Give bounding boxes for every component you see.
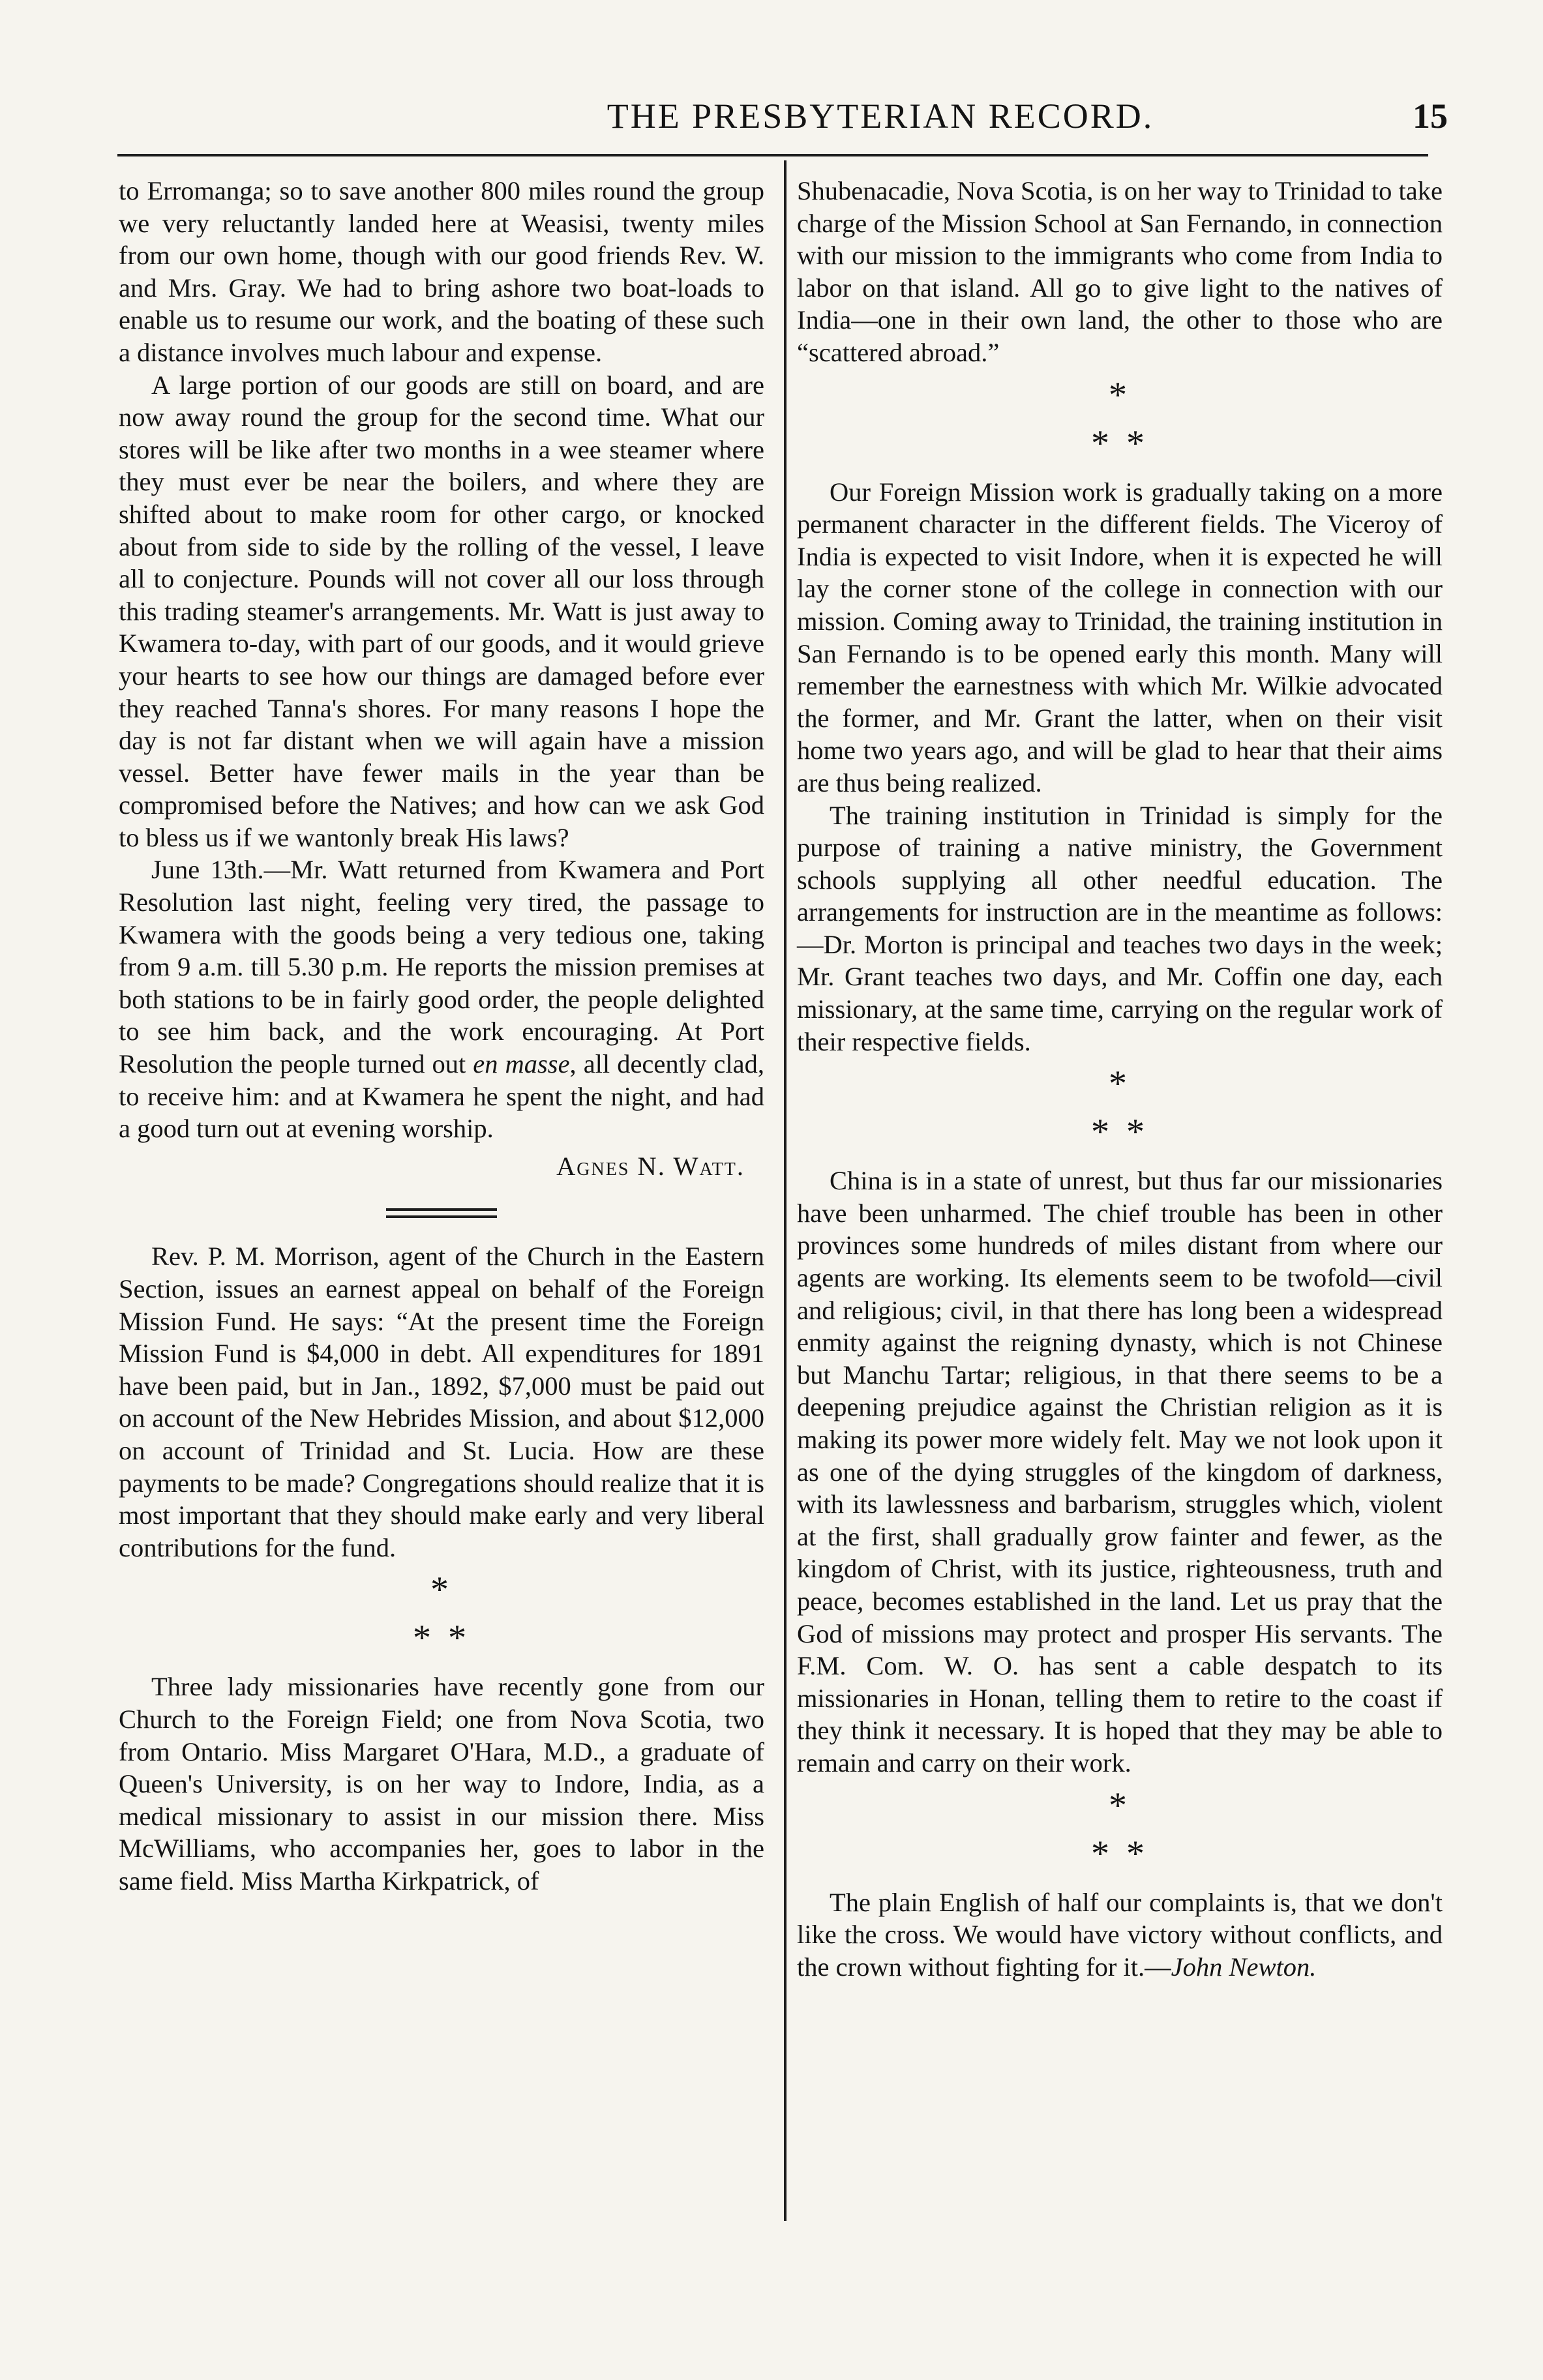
asterism-bottom: * * [1091,1833,1148,1874]
june-13th-text: June 13th.—Mr. Watt returned from Kwamera and Port Resolution last night, feeling very tired, the passage to Kwamera with the goods being a very tedious one, taking from 9 a.m. till 5.30 p.m. He reports the mission premises at both stations to be in fairly good order, the people delighted to see him back, and the work encouraging. At Port Resolution the people turned out [119,855,764,1079]
asterism-bottom: * * [1091,423,1148,464]
paragraph-training-institution: The training institution in Trinidad is simply for the purpose of training a native ministry, the Government schools supplying all other needful education. The arrangements for instruction are in the meantime as follows:—Dr. Morton is principal and teaches two days in the week; Mr. Grant teaches two days, and Mr. Coffin one day, each missionary, at the same time, carrying on the regular work of their respective fields. [797,800,1443,1056]
june-13th-text-end: , all decently clad, to receive him: and at Kwamera he spent the night, and had a good turn out at evening worship. [119,1049,764,1144]
en-masse-italic: en masse [473,1049,570,1079]
signature-agnes-watt: Agnes N. Watt. [556,1151,745,1181]
paragraph-goods-on-board: A large portion of our goods are still on board, and are now away round the group for the second time. What our stores will be like after two months in a wee steamer where they must ever be near the boilers, and where they are shifted about to make room for other cargo, or knocked about from side to side by the rolling of the vessel, I leave all to conjecture. Pounds will not cover all our loss through this trading steamer's arrangements. Mr. Watt is just away to Kwamera to-day, with part of our goods, and it would grieve your hearts to see how our things are damaged before ever they reached Tanna's shores. For many reasons I hope the day is not far distant when we will again have a mission vessel. Better have fewer mails in the year than be compromised before the Natives; and how can we ask God to bless us if we wantonly break His laws? [119,370,764,852]
page-header [117,90,1448,142]
asterism-divider [797,374,1443,464]
asterism-divider [797,1064,1443,1153]
page-number: 15 [1413,97,1448,136]
asterism-top: * [430,1569,453,1611]
paragraph-lady-missionaries: Three lady missionaries have recently gone from our Church to the Foreign Field; one from Nova Scotia, two from Ontario. Miss Margaret O'Hara, M.D., a graduate of Queen's University, is on her way to Indore, India, as a medical missionary to assist in our mission there. Miss McWilliams, who accompanies her, goes to labor in the same field. Miss Martha Kirkpatrick, of [119,1672,764,1896]
paragraph-erromanga: to Erromanga; so to save another 800 miles round the group we very reluctantly landed here at Weasisi, twenty miles from our own home, though with our good friends Rev. W. and Mrs. Gray. We had to bring ashore two boat-loads to enable us to resume our work, and the boating of these such a distance involves much labour and expense. [119,176,764,367]
running-title: THE PRESBYTERIAN RECORD. [607,97,1154,136]
left-column [119,175,764,1897]
asterism-divider [119,1569,764,1659]
asterism-top: * [1109,1785,1131,1826]
asterism-bottom: * * [1091,1112,1148,1153]
right-column [797,175,1443,1983]
column-divider [784,160,786,2221]
john-newton-attribution: John Newton. [1171,1952,1317,1982]
asterism-top: * [1109,1064,1131,1105]
asterism-top: * [1109,374,1131,415]
paragraph-foreign-mission-work: Our Foreign Mission work is gradually taking on a more permanent character in the different fields. The Viceroy of India is expected to visit Indore, when it is expected he will lay the corner stone of the college in connection with our mission. Coming away to Trinidad, the training institution in San Fernando is to be opened early this month. Many will remember the earnestness with which Mr. Wilkie advocated the former, and Mr. Grant the latter, when on their visit home two years ago, and will be glad to hear that their aims are thus being realized. [797,477,1443,797]
paragraph-china-unrest: China is in a state of unrest, but thus far our missionaries have been unharmed. The chief trouble has been in other provinces some hundreds of miles distant from where our agents are working. Its elements seem to be twofold—civil and religious; civil, in that there has long been a widespread enmity against the reigning dynasty, which is not Chinese but Manchu Tartar; religious, in that there seems to be a deepening prejudice against the Christian religion as it is making its power more widely felt. May we not look upon it as one of the dying struggles of the kingdom of darkness, with its lawlessness and barbarism, struggles which, violent at the first, shall gradually grow fainter and fewer, as the kingdom of Christ, with its justice, righteousness, truth and peace, becomes established in the land. Let us pray that the God of missions may protect and prosper His servants. The F.M. Com. W. O. has sent a cable despatch to its missionaries in Honan, telling them to retire to the coast if they think it necessary. It is hoped that they may be able to remain and carry on their work. [797,1166,1443,1778]
section-double-rule [386,1208,497,1218]
paragraph-shubenacadie: Shubenacadie, Nova Scotia, is on her way to Trinidad to take charge of the Mission School at San Fernando, in connection with our mission to the immigrants who come from India to labor on that island. All go to give light to the natives of India—one in their own land, the other to those who are “scattered abroad.” [797,176,1443,367]
paragraph-plain-english [797,1886,1443,1984]
header-rule [117,154,1428,156]
asterism-divider [797,1785,1443,1874]
paragraph-june-13th [119,854,764,1144]
plain-english-text: The plain English of half our complaints is, that we don't like the cross. We would have victory without conflicts, and the crown without fighting for it.— [797,1887,1443,1982]
asterism-bottom: * * [413,1618,470,1659]
paragraph-morrison-appeal: Rev. P. M. Morrison, agent of the Church in the Eastern Section, issues an earnest appeal on behalf of the Foreign Mission Fund. He says: “At the present time the Foreign Mission Fund is $4,000 in debt. All expenditures for 1891 have been paid, but in Jan., 1892, $7,000 must be paid out on account of the New Hebrides Mission, and about $12,000 on account of Trinidad and St. Lucia. How are these payments to be made? Congregations should realize that it is most important that they should make early and very liberal contributions for the fund. [119,1242,764,1562]
